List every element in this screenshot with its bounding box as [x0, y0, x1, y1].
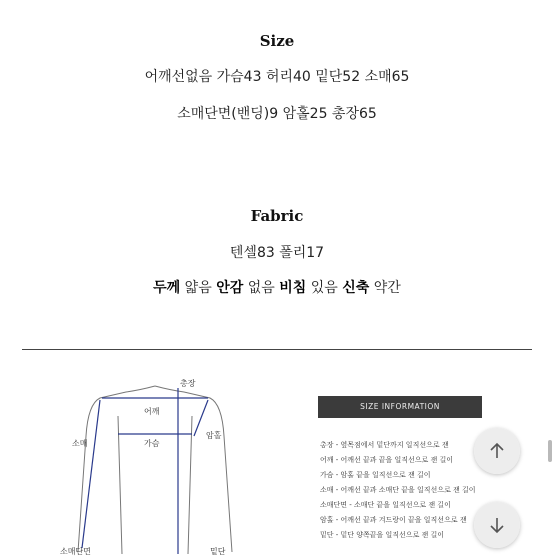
- size-info-row: 가슴 - 암홀 끝을 일직선으로 잰 길이: [320, 471, 431, 479]
- arrow-down-icon: [487, 515, 507, 535]
- thickness-value: 얇음: [184, 280, 212, 296]
- diagram-label-sleeve: 소매: [72, 439, 88, 448]
- scroll-down-button[interactable]: [474, 502, 520, 548]
- diagram-label-chest: 가슴: [144, 439, 160, 448]
- size-info-row: 어깨 - 어깨선 끝과 끝을 일직선으로 잰 길이: [320, 456, 454, 464]
- fabric-heading: Fabric: [250, 207, 304, 225]
- size-info-row: 암홀 - 어깨선 끝과 겨드랑이 끝을 일직선으로 잰: [320, 516, 467, 524]
- sheer-label: 비침: [279, 280, 307, 296]
- diagram-label-total-length: 총장: [180, 379, 196, 388]
- garment-diagram: [60, 376, 250, 554]
- size-info-title: SIZE INFORMATION: [318, 396, 482, 418]
- diagram-label-hem: 밑단: [210, 547, 226, 556]
- size-info-row: 소매 - 어깨선 끝과 소매단 끝을 일직선으로 잰 길이: [320, 486, 476, 494]
- size-heading: Size: [259, 32, 295, 50]
- diagram-label-sleeve-cuff: 소매단면: [60, 547, 91, 556]
- size-line-1: 어깨선없음 가슴43 허리40 밑단52 소매65: [144, 69, 410, 85]
- stretch-label: 신축: [342, 280, 370, 296]
- section-divider: [22, 349, 532, 350]
- size-info-list: [320, 438, 476, 543]
- sheer-value: 있음: [310, 280, 338, 296]
- fabric-composition: 텐셀83 폴리17: [229, 245, 325, 261]
- size-info-row: 밑단 - 밑단 양쪽끝을 일직선으로 잰 길이: [320, 531, 445, 539]
- size-line-2: 소매단면(밴딩)9 암홀25 총장65: [177, 106, 377, 122]
- fabric-properties: [0, 277, 554, 297]
- lining-value: 없음: [247, 280, 275, 296]
- scrollbar-thumb[interactable]: [548, 440, 552, 462]
- diagram-label-armhole: 암홀: [206, 431, 222, 440]
- lining-label: 안감: [216, 280, 244, 296]
- diagram-label-shoulder: 어깨: [144, 407, 160, 416]
- scroll-up-button[interactable]: [474, 428, 520, 474]
- size-info-row: 소매단면 - 소매단 끝을 일직선으로 잰 길이: [320, 501, 451, 509]
- thickness-label: 두께: [153, 280, 181, 296]
- arrow-up-icon: [487, 441, 507, 461]
- size-info-row: 총장 - 옆목점에서 밑단까지 일직선으로 잰: [320, 441, 449, 449]
- shirt-outline-icon: [60, 376, 250, 554]
- stretch-value: 약간: [373, 280, 401, 296]
